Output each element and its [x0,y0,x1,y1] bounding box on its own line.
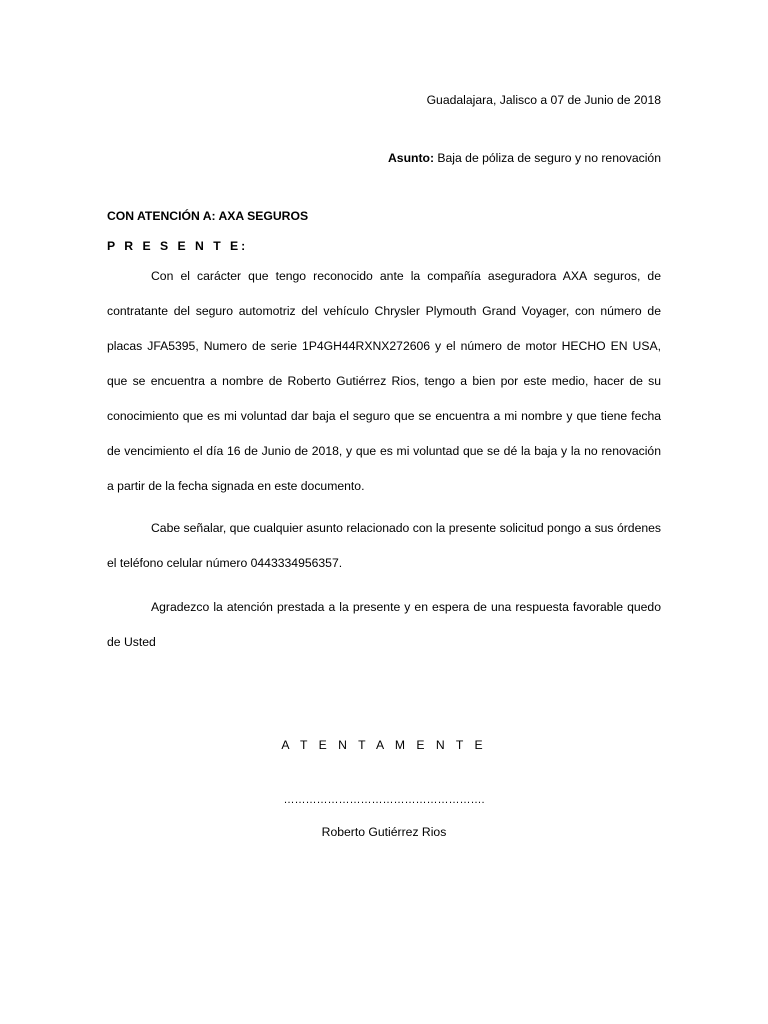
attention-line: CON ATENCIÓN A: AXA SEGUROS [107,209,309,223]
closing-salutation: A T E N T A M E N T E [281,738,487,752]
body-paragraph-3: Agradezco la atención prestada a la presente y en espera de una respuesta favorable quedo de Usted [107,600,661,649]
subject-line [388,151,661,165]
subject-text: Baja de póliza de seguro y no renovación [434,151,661,165]
body-paragraph-1: Con el carácter que tengo reconocido ante la compañía aseguradora AXA seguros, de contratante del seguro automotriz del vehículo Chrysler Plymouth Grand Voyager, con número de placas JFA5395, Numero de serie 1P4GH44RXNX272606 y el número de motor HECHO EN USA, que se encuentra a nombre de Roberto Gutiérrez Rios, tengo a bien por este medio, hacer de su conocimiento que es mi voluntad dar baja el seguro que se encuentra a mi nombre y que tiene fecha de vencimiento el día 16 de Junio de 2018, y que es mi voluntad que se dé la baja y la no renovación a partir de la fecha signada en este documento. [107,269,661,493]
body-paragraph-2: Cabe señalar, que cualquier asunto relacionado con la presente solicitud pongo a sus órdenes el teléfono celular número 0443334956357. [107,521,661,570]
place-date: Guadalajara, Jalisco a 07 de Junio de 2018 [426,93,661,107]
signature-line: ………………………………………………. [283,794,485,806]
subject-label: Asunto: [387,151,435,165]
signer-name: Roberto Gutiérrez Rios [321,825,447,839]
presente-heading: P R E S E N T E: [107,239,249,253]
